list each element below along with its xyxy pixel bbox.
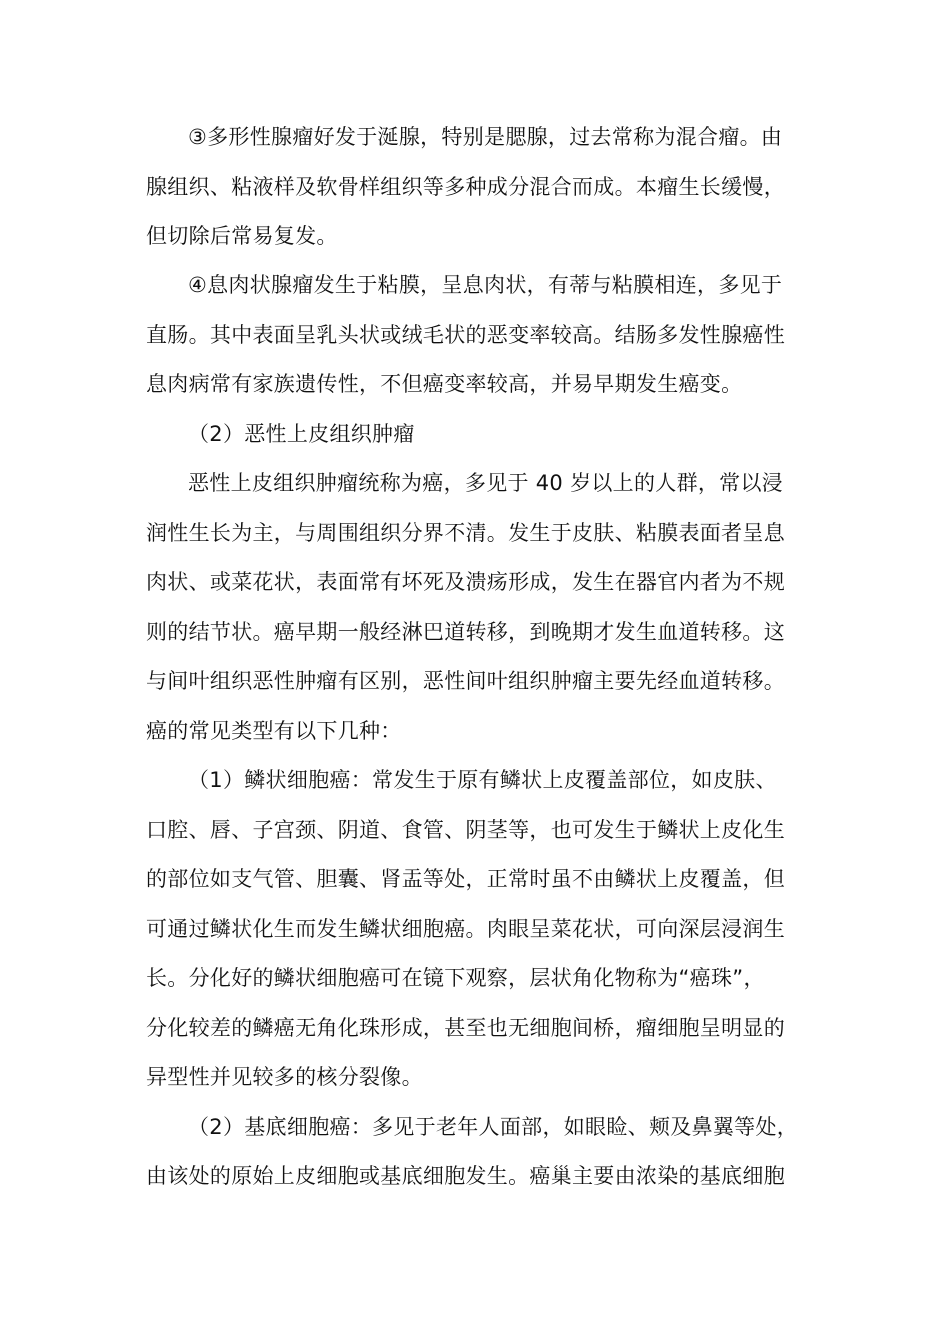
text-line: 但切除后常易复发。	[146, 224, 338, 248]
text-line: ④息肉状腺瘤发生于粘膜，呈息肉状，有蒂与粘膜相连，多见于	[188, 273, 783, 297]
text-line: （1）鳞状细胞癌：常发生于原有鳞状上皮覆盖部位，如皮肤、	[188, 768, 777, 792]
text-line: 腺组织、粘液样及软骨样组织等多种成分混合而成。本瘤生长缓慢，	[146, 175, 785, 199]
text-line: 的部位如支气管、胆囊、肾盂等处，正常时虽不由鳞状上皮覆盖，但	[146, 867, 785, 891]
text-line: 直肠。其中表面呈乳头状或绒毛状的恶变率较高。结肠多发性腺癌性	[146, 323, 785, 347]
text-line: 分化较差的鳞癌无角化珠形成，甚至也无细胞间桥，瘤细胞呈明显的	[146, 1016, 785, 1040]
text-line: 异型性并见较多的核分裂像。	[146, 1065, 423, 1089]
text-line: （2）基底细胞癌：多见于老年人面部，如眼睑、颊及鼻翼等处，	[188, 1115, 799, 1139]
text-line: 恶性上皮组织肿瘤统称为癌，多见于 40 岁以上的人群，常以浸	[188, 471, 784, 495]
text-line: 口腔、唇、子宫颈、阴道、食管、阴茎等，也可发生于鳞状上皮化生	[146, 818, 785, 842]
text-line: 息肉病常有家族遗传性，不但癌变率较高，并易早期发生癌变。	[146, 372, 743, 396]
text-line: 与间叶组织恶性肿瘤有区别，恶性间叶组织肿瘤主要先经血道转移。	[146, 669, 785, 693]
text-line: 润性生长为主，与周围组织分界不清。发生于皮肤、粘膜表面者呈息	[146, 521, 785, 545]
text-line: 可通过鳞状化生而发生鳞状细胞癌。肉眼呈菜花状，可向深层浸润生	[146, 917, 785, 941]
text-line: 由该处的原始上皮细胞或基底细胞发生。癌巢主要由浓染的基底细胞	[146, 1164, 785, 1188]
text-line: 则的结节状。癌早期一般经淋巴道转移，到晚期才发生血道转移。这	[146, 620, 785, 644]
text-line: 癌的常见类型有以下几种：	[146, 719, 402, 743]
text-line: 肉状、或菜花状，表面常有坏死及溃疡形成，发生在器官内者为不规	[146, 570, 785, 594]
text-line: ③多形性腺瘤好发于涎腺，特别是腮腺，过去常称为混合瘤。由	[188, 125, 783, 149]
section-heading: （2）恶性上皮组织肿瘤	[188, 422, 415, 446]
text-line: 长。分化好的鳞状细胞癌可在镜下观察，层状角化物称为“癌珠”，	[146, 966, 765, 990]
